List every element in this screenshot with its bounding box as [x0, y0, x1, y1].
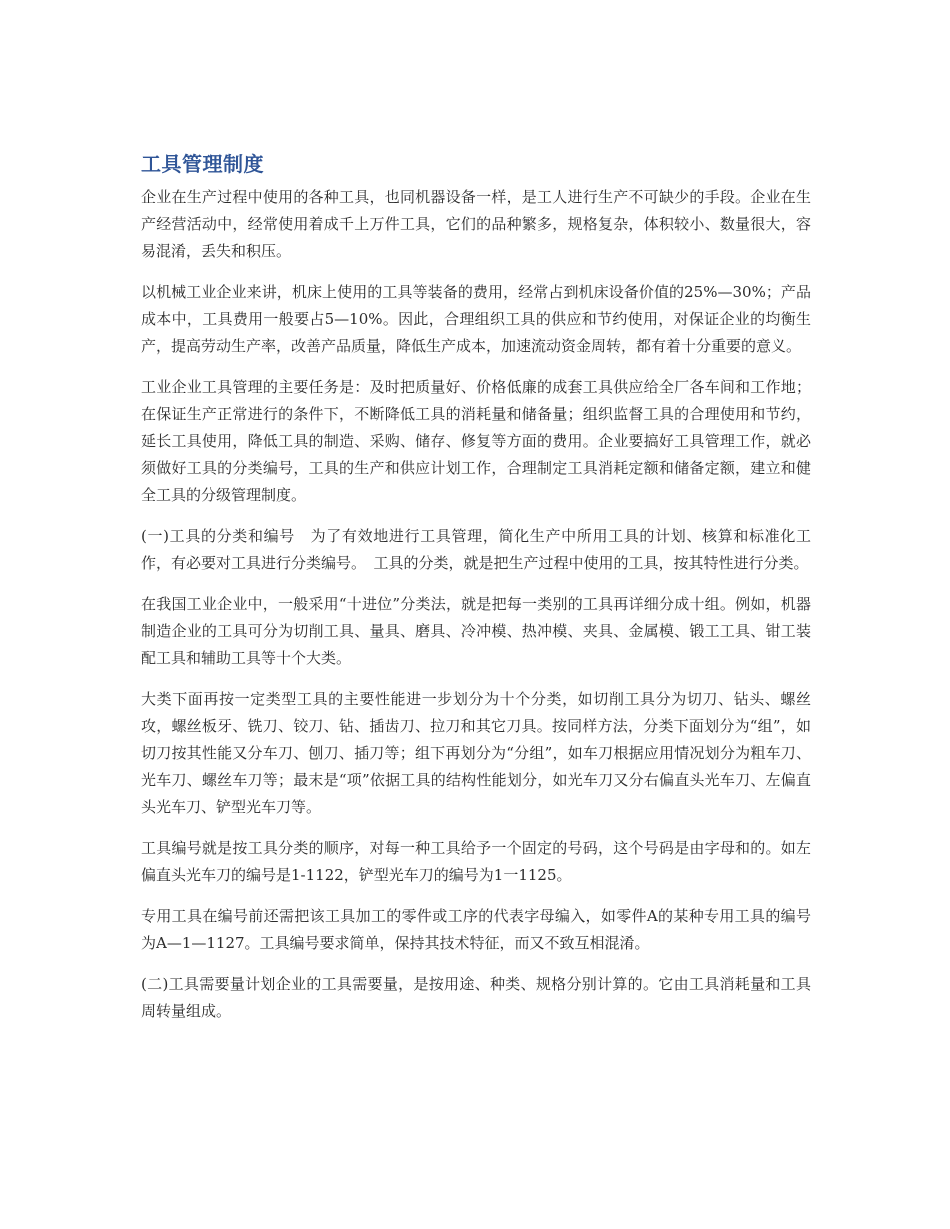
paragraph-demand-plan: (二)工具需要量计划企业的工具需要量，是按用途、种类、规格分别计算的。它由工具消耗量和工具周转量组成。: [141, 975, 811, 1020]
paragraph-cost-share: 以机械工业企业来讲，机床上使用的工具等装备的费用，经常占到机床设备价值的25%—30%；产品成本中，工具费用一般要占5—10%。因此，合理组织工具的供应和节约使用，对保证企业的均衡生产，提高劳动生产率，改善产品质量，降低生产成本，加速流动资金周转，都有着十分重要的意义。: [141, 283, 811, 355]
document-body: [141, 148, 811, 1039]
paragraph-special-tools: 专用工具在编号前还需把该工具加工的零件或工序的代表字母编入，如零件A的某种专用工具的编号为A—1—1127。工具编号要求简单，保持其技术特征，而又不致互相混淆。: [141, 907, 811, 952]
paragraph-main-tasks: 工业企业工具管理的主要任务是：及时把质量好、价格低廉的成套工具供应给全厂各车间和工作地；在保证生产正常进行的条件下，不断降低工具的消耗量和储备量；组织监督工具的合理使用和节约，延长工具使用，降低工具的制造、采购、储存、修复等方面的费用。企业要搞好工具管理工作，就必须做好工具的分类编号，工具的生产和供应计划工作，合理制定工具消耗定额和储备定额，建立和健全工具的分级管理制度。: [141, 378, 811, 504]
paragraph-decimal-method: 在我国工业企业中，一般采用“十进位”分类法，就是把每一类别的工具再详细分成十组。例如，机器制造企业的工具可分为切削工具、量具、磨具、冷冲模、热冲模、夹具、金属模、锻工工具、钳工装配工具和辅助工具等十个大类。: [141, 595, 811, 667]
paragraph-subcategories: 大类下面再按一定类型工具的主要性能进一步划分为十个分类，如切削工具分为切刀、钻头、螺丝攻，螺丝板牙、铣刀、铰刀、钻、插齿刀、拉刀和其它刀具。按同样方法，分类下面划分为“组”，如切刀按其性能又分车刀、刨刀、插刀等；组下再划分为“分组”，如车刀根据应用情况划分为粗车刀、光车刀、螺丝车刀等；最末是“项”依据工具的结构性能划分，如光车刀又分右偏直头光车刀、左偏直头光车刀、铲型光车刀等。: [141, 690, 811, 816]
paragraph-classification: (一)工具的分类和编号 为了有效地进行工具管理，简化生产中所用工具的计划、核算和标准化工作，有必要对工具进行分类编号。 工具的分类，就是把生产过程中使用的工具，按其特性进行分类。: [141, 527, 811, 572]
paragraph-numbering: 工具编号就是按工具分类的顺序，对每一种工具给予一个固定的号码，这个号码是由字母和的。如左偏直头光车刀的编号是1-1122，铲型光车刀的编号为1一1125。: [141, 839, 811, 884]
document-title: 工具管理制度: [141, 152, 264, 176]
paragraph-intro: 企业在生产过程中使用的各种工具，也同机器设备一样，是工人进行生产不可缺少的手段。企业在生产经营活动中，经常使用着成千上万件工具，它们的品种繁多，规格复杂，体积较小、数量很大，容易混淆，丢失和积压。: [141, 188, 811, 260]
